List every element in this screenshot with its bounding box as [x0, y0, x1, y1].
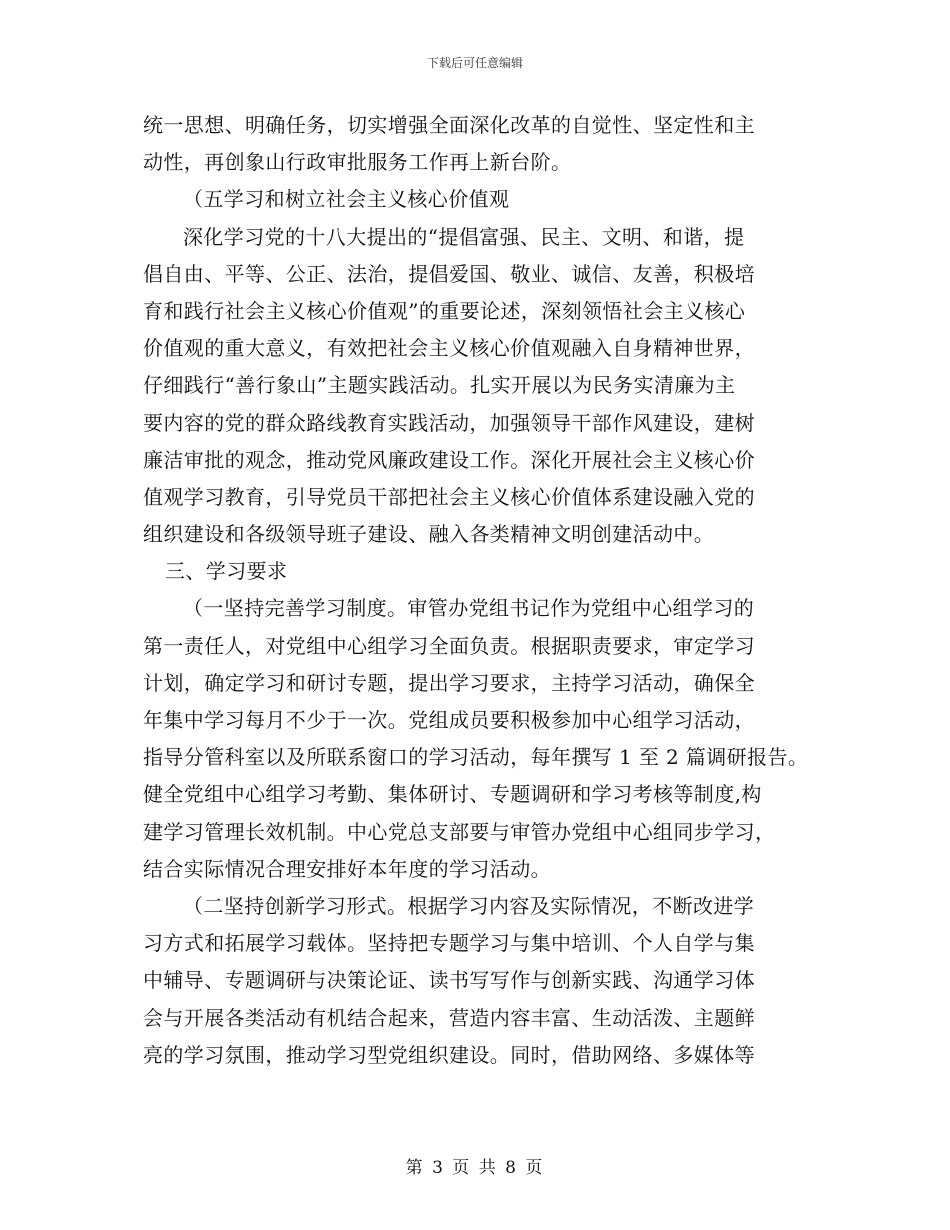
text-line: （一坚持完善学习制度。审管办党组书记作为党组中心组学习的: [183, 596, 755, 621]
text-line: 倡自由、平等、公正、法治，提倡爱国、敬业、诚信、友善，积极培: [143, 261, 755, 286]
text-line: （二坚持创新学习形式。根据学习内容及实际情况，不断改进学: [183, 893, 755, 918]
text-line: 组织建设和各级领导班子建设、融入各类精神文明创建活动中。: [143, 522, 715, 547]
text-line: 结合实际情况合理安排好本年度的学习活动。: [143, 856, 551, 881]
text-line: 值观学习教育，引导党员干部把社会主义核心价值体系建设融入党的: [143, 484, 755, 509]
text-line: 三、学习要求: [165, 559, 288, 584]
text-line: 健全党组中心组学习考勤、集体研讨、专题调研和学习考核等制度,构: [143, 782, 762, 807]
text-line: 会与开展各类活动有机结合起来，营造内容丰富、生动活泼、主题鲜: [143, 1005, 755, 1030]
text-line: 统一思想、明确任务，切实增强全面深化改革的自觉性、坚定性和主: [143, 113, 755, 137]
text-line: 计划，确定学习和研讨专题，提出学习要求，主持学习活动，确保全: [143, 670, 755, 695]
text-line: 价值观的重大意义，有效把社会主义核心价值观融入自身精神世界，: [143, 336, 755, 361]
page-footer: 第 3 页 共 8 页: [405, 1158, 545, 1178]
text-line: 深化学习党的十八大提出的“提倡富强、民主、文明、和谐，提: [183, 224, 745, 249]
text-line: 指导分管科室以及所联系窗口的学习活动，每年撰写 1 至 2 篇调研报告。: [143, 745, 809, 770]
text-line: 仔细践行“善行象山”主题实践活动。扎实开展以为民务实清廉为主: [143, 373, 736, 398]
document-body: [143, 107, 863, 1074]
text-line: 中辅导、专题调研与决策论证、读书写写作与创新实践、沟通学习体: [143, 968, 755, 993]
text-line: 年集中学习每月不少于一次。党组成员要积极参加中心组学习活动，: [143, 708, 755, 732]
text-line: （五学习和树立社会主义核心价值观: [183, 187, 510, 212]
text-line: 建学习管理长效机制。中心党总支部要与审管办党组中心组同步学习，: [143, 819, 776, 844]
text-line: 要内容的党的群众路线教育实践活动，加强领导干部作风建设，建树: [143, 410, 755, 435]
text-line: 亮的学习氛围，推动学习型党组织建设。同时，借助网络、多媒体等: [143, 1042, 755, 1067]
text-line: 第一责任人，对党组中心组学习全面负责。根据职责要求，审定学习: [143, 633, 755, 658]
text-line: 育和践行社会主义核心价值观”的重要论述，深刻领悟社会主义核心: [143, 298, 746, 323]
text-line: 习方式和拓展学习载体。坚持把专题学习与集中培训、个人自学与集: [143, 931, 755, 956]
page-header: 下载后可任意编辑: [426, 56, 523, 70]
text-line: 廉洁审批的观念，推动党风廉政建设工作。深化开展社会主义核心价: [143, 447, 755, 472]
text-line: 动性，再创象山行政审批服务工作再上新台阶。: [143, 150, 572, 175]
